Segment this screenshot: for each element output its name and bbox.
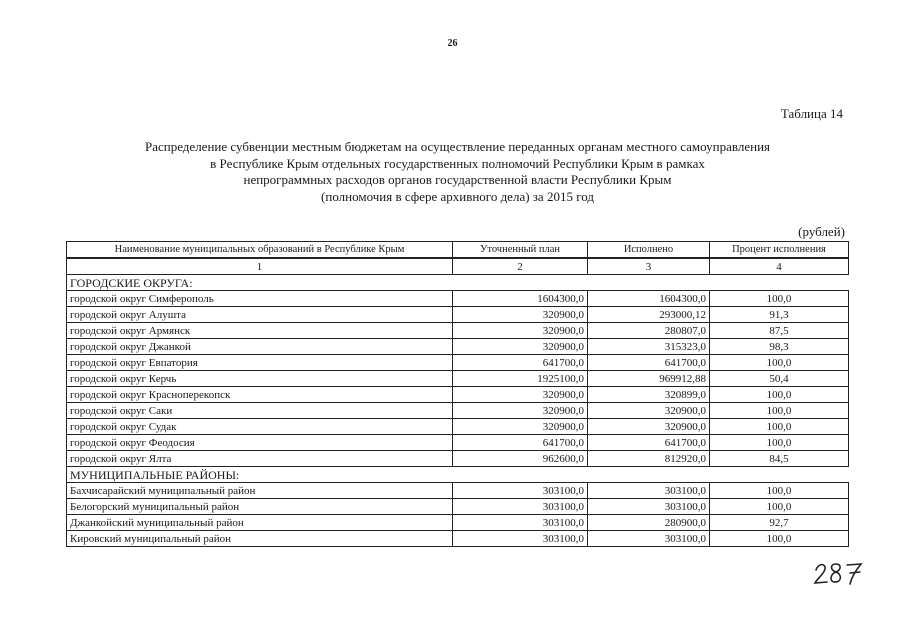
execution-percent: 91,3 [710,307,849,323]
execution-percent: 100,0 [710,499,849,515]
municipality-name: городской округ Феодосия [67,435,453,451]
planned-amount: 1604300,0 [453,291,588,307]
table-row [67,403,849,419]
planned-amount: 320900,0 [453,307,588,323]
table-row [67,371,849,387]
column-number-row [67,258,849,275]
section-title: ГОРОДСКИЕ ОКРУГА: [67,275,453,291]
column-number: 3 [588,258,710,275]
municipality-name: Кировский муниципальный район [67,531,453,547]
executed-amount: 280807,0 [588,323,710,339]
execution-percent: 98,3 [710,339,849,355]
executed-amount: 969912,88 [588,371,710,387]
executed-amount: 303100,0 [588,483,710,499]
section-blank-cell [588,275,710,291]
executed-amount: 320899,0 [588,387,710,403]
table-row [67,419,849,435]
executed-amount: 293000,12 [588,307,710,323]
execution-percent: 100,0 [710,291,849,307]
table-row [67,451,849,467]
planned-amount: 320900,0 [453,339,588,355]
municipality-name: Бахчисарайский муниципальный район [67,483,453,499]
table-row [67,307,849,323]
column-number: 2 [453,258,588,275]
section-header-row [67,467,849,483]
table-row [67,339,849,355]
title-line: Распределение субвенции местным бюджетам на осуществление переданных органам местного самоуправления [144,139,771,154]
executed-amount: 641700,0 [588,355,710,371]
execution-percent: 100,0 [710,355,849,371]
planned-amount: 320900,0 [453,387,588,403]
planned-amount: 303100,0 [453,499,588,515]
executed-amount: 641700,0 [588,435,710,451]
table-row [67,387,849,403]
executed-amount: 1604300,0 [588,291,710,307]
table-row [67,483,849,499]
planned-amount: 320900,0 [453,323,588,339]
executed-amount: 280900,0 [588,515,710,531]
section-blank-cell [588,467,710,483]
planned-amount: 641700,0 [453,355,588,371]
title-line: в Республике Крым отдельных государственных полномочий Республики Крым в рамках [210,155,705,171]
column-header-percent: Процент исполнения [710,242,849,259]
column-header-plan: Уточненный план [453,242,588,259]
planned-amount: 320900,0 [453,403,588,419]
execution-percent: 87,5 [710,323,849,339]
municipality-name: Джанкойский муниципальный район [67,515,453,531]
handwritten-mark-icon [812,560,872,586]
section-header-row [67,275,849,291]
municipality-name: городской округ Джанкой [67,339,453,355]
municipality-name: городской округ Судак [67,419,453,435]
municipality-name: Белогорский муниципальный район [67,499,453,515]
executed-amount: 303100,0 [588,499,710,515]
column-header-name: Наименование муниципальных образований в Республике Крым [67,242,453,259]
section-blank-cell [453,275,588,291]
table-row [67,531,849,547]
execution-percent: 100,0 [710,531,849,547]
planned-amount: 320900,0 [453,419,588,435]
table-row [67,499,849,515]
executed-amount: 303100,0 [588,531,710,547]
title-line: непрограммных расходов органов государственной власти Республики Крым [243,172,672,187]
execution-percent: 84,5 [710,451,849,467]
page-number: 26 [447,38,458,49]
table-body [67,275,849,547]
column-header-done: Исполнено [588,242,710,259]
execution-percent: 100,0 [710,419,849,435]
municipality-name: городской округ Евпатория [67,355,453,371]
table-row [67,355,849,371]
executed-amount: 320900,0 [588,419,710,435]
section-blank-cell [453,467,588,483]
section-blank-cell [710,275,849,291]
executed-amount: 315323,0 [588,339,710,355]
planned-amount: 1925100,0 [453,371,588,387]
table-row [67,323,849,339]
municipality-name: городской округ Армянск [67,323,453,339]
planned-amount: 962600,0 [453,451,588,467]
planned-amount: 303100,0 [453,515,588,531]
municipality-name: городской округ Саки [67,403,453,419]
municipality-name: городской округ Симферополь [67,291,453,307]
execution-percent: 92,7 [710,515,849,531]
handwritten-page-number [812,560,872,586]
header-row [67,242,849,259]
planned-amount: 303100,0 [453,483,588,499]
municipality-name: городской округ Ялта [67,451,453,467]
municipality-name: городской округ Алушта [67,307,453,323]
execution-percent: 100,0 [710,435,849,451]
units-label: (рублей) [798,224,845,239]
section-title: МУНИЦИПАЛЬНЫЕ РАЙОНЫ: [67,467,453,483]
municipality-name: городской округ Красноперекопск [67,387,453,403]
table-label: Таблица 14 [780,106,843,121]
title-line: (полномочия в сфере архивного дела) за 2015 год [321,188,594,204]
planned-amount: 641700,0 [453,435,588,451]
execution-percent: 100,0 [710,483,849,499]
subvention-table [66,241,849,547]
executed-amount: 812920,0 [588,451,710,467]
execution-percent: 50,4 [710,371,849,387]
column-number: 4 [710,258,849,275]
planned-amount: 303100,0 [453,531,588,547]
table-row [67,291,849,307]
municipality-name: городской округ Керчь [67,371,453,387]
execution-percent: 100,0 [710,387,849,403]
section-blank-cell [710,467,849,483]
column-number: 1 [67,258,453,275]
document-title [60,139,855,205]
table-row [67,515,849,531]
execution-percent: 100,0 [710,403,849,419]
table-row [67,435,849,451]
executed-amount: 320900,0 [588,403,710,419]
